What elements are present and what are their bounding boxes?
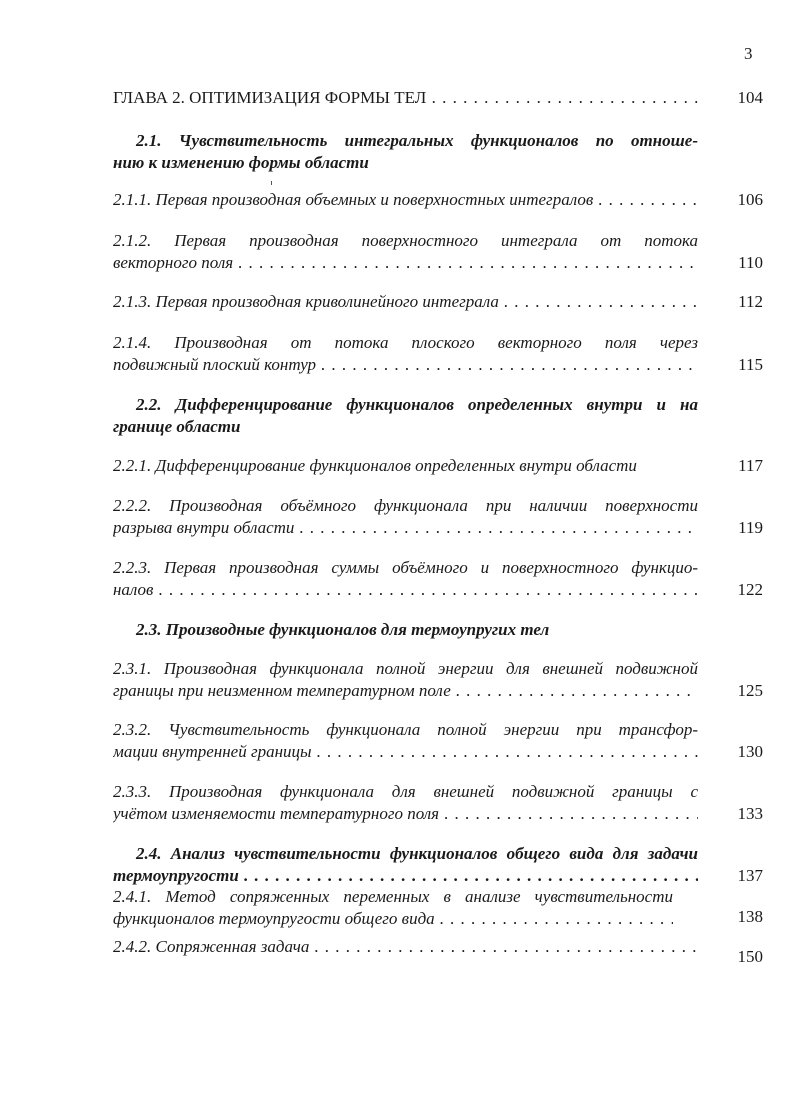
toc-page-2-2-2: 119 bbox=[738, 518, 763, 537]
toc-entry-text: ГЛАВА 2. ОПТИМИЗАЦИЯ ФОРМЫ ТЕЛ . . . bbox=[113, 87, 698, 109]
toc-entry-2-4 bbox=[113, 843, 698, 887]
toc-entry-line1: 2.3.1. Производная функционала полной энергии для внешней подвижной bbox=[113, 659, 698, 678]
toc-page-2-4-2: 150 bbox=[737, 947, 763, 966]
toc-entry-line2: границе области bbox=[113, 417, 241, 436]
toc-entry-line2: нию к изменению формы области bbox=[113, 153, 369, 172]
toc-page-chapter-2: 104 bbox=[737, 88, 763, 107]
toc-entry-2-3-2 bbox=[113, 719, 698, 763]
toc-entry-line1: 2.2.2. Производная объёмного функционала при наличии поверхности bbox=[113, 496, 698, 515]
toc-page-2-2-1: 117 bbox=[738, 456, 763, 475]
toc-entry-2-2 bbox=[113, 394, 698, 438]
toc-entry-line2: подвижный плоский контур . . . bbox=[113, 354, 698, 376]
toc-entry-2-1-3 bbox=[113, 291, 698, 313]
toc-entry-2-1 bbox=[113, 130, 698, 174]
toc-entry-2-2-3 bbox=[113, 557, 698, 601]
toc-entry-2-3 bbox=[113, 619, 698, 641]
toc-entry-text: 2.3. Производные функционалов для термоупругих тел bbox=[136, 620, 550, 639]
toc-entry-line1: 2.4. Анализ чувствительности функционалов общего вида для задачи bbox=[136, 844, 698, 863]
toc-entry-line1: 2.3.2. Чувствительность функционала полной энергии при трансфор- bbox=[113, 720, 698, 739]
toc-entry-2-3-3 bbox=[113, 781, 698, 825]
toc-entry-text: 2.4.2. Сопряженная задача . . . bbox=[113, 936, 698, 958]
toc-entry-2-2-1 bbox=[113, 455, 698, 477]
toc-page-2-1-2: 110 bbox=[738, 253, 763, 272]
toc-entry-line2: разрыва внутри области . . . bbox=[113, 517, 698, 539]
toc-entry-2-2-2 bbox=[113, 495, 698, 539]
toc-entry-line1: 2.2.3. Первая производная суммы объёмного и поверхностного функцио- bbox=[113, 558, 698, 577]
toc-entry-line2: векторного поля . . . bbox=[113, 252, 698, 274]
toc-entry-line2: налов . . . bbox=[113, 579, 698, 601]
toc-entry-line2: функционалов термоупругости общего вида . . . bbox=[113, 908, 673, 930]
toc-entry-line2: границы при неизменном температурном поле . . . bbox=[113, 680, 698, 702]
toc-entry-2-1-2 bbox=[113, 230, 698, 274]
toc-page-2-3-2: 130 bbox=[737, 742, 763, 761]
toc-entry-2-1-1 bbox=[113, 189, 698, 211]
toc-entry-2-1-4 bbox=[113, 332, 698, 376]
toc-page-2-2-3: 122 bbox=[737, 580, 763, 599]
toc-entry-line2: термоупругости . . . bbox=[113, 865, 698, 887]
toc-entry-line2: мации внутренней границы . . . bbox=[113, 741, 698, 763]
toc-page-2-3-3: 133 bbox=[737, 804, 763, 823]
toc-page-2-4-1: 138 bbox=[737, 907, 763, 926]
toc-page-2-1-1: 106 bbox=[737, 190, 763, 209]
toc-entry-2-4-2 bbox=[113, 936, 698, 958]
stray-mark bbox=[271, 181, 272, 185]
toc-entry-text: 2.1.3. Первая производная криволинейного интеграла . . . bbox=[113, 291, 698, 313]
toc-page-2-1-4: 115 bbox=[738, 355, 763, 374]
toc-entry-line1: 2.1. Чувствительность интегральных функционалов по отноше- bbox=[136, 131, 698, 150]
page-number: 3 bbox=[744, 44, 753, 63]
toc-entry-line1: 2.2. Дифференцирование функционалов определенных внутри и на bbox=[136, 395, 698, 414]
toc-page-2-4: 137 bbox=[737, 866, 763, 885]
toc-page-2-3-1: 125 bbox=[737, 681, 763, 700]
toc-page-2-1-3: 112 bbox=[738, 292, 763, 311]
toc-entry-chapter-2 bbox=[113, 87, 698, 109]
toc-entry-line1: 2.1.2. Первая производная поверхностного интеграла от потока bbox=[113, 231, 698, 250]
toc-entry-line1: 2.4.1. Метод сопряженных переменных в анализе чувствительности bbox=[113, 887, 673, 906]
toc-entry-text: 2.1.1. Первая производная объемных и поверхностных интегралов . . . bbox=[113, 189, 698, 211]
toc-entry-2-3-1 bbox=[113, 658, 698, 702]
toc-entry-text: 2.2.1. Дифференцирование функционалов определенных внутри области bbox=[113, 456, 637, 475]
toc-entry-line2: учётом изменяемости температурного поля . . . bbox=[113, 803, 698, 825]
toc-entry-line1: 2.3.3. Производная функционала для внешней подвижной границы с bbox=[113, 782, 698, 801]
toc-entry-line1: 2.1.4. Производная от потока плоского векторного поля через bbox=[113, 333, 698, 352]
toc-entry-2-4-1 bbox=[113, 886, 673, 930]
